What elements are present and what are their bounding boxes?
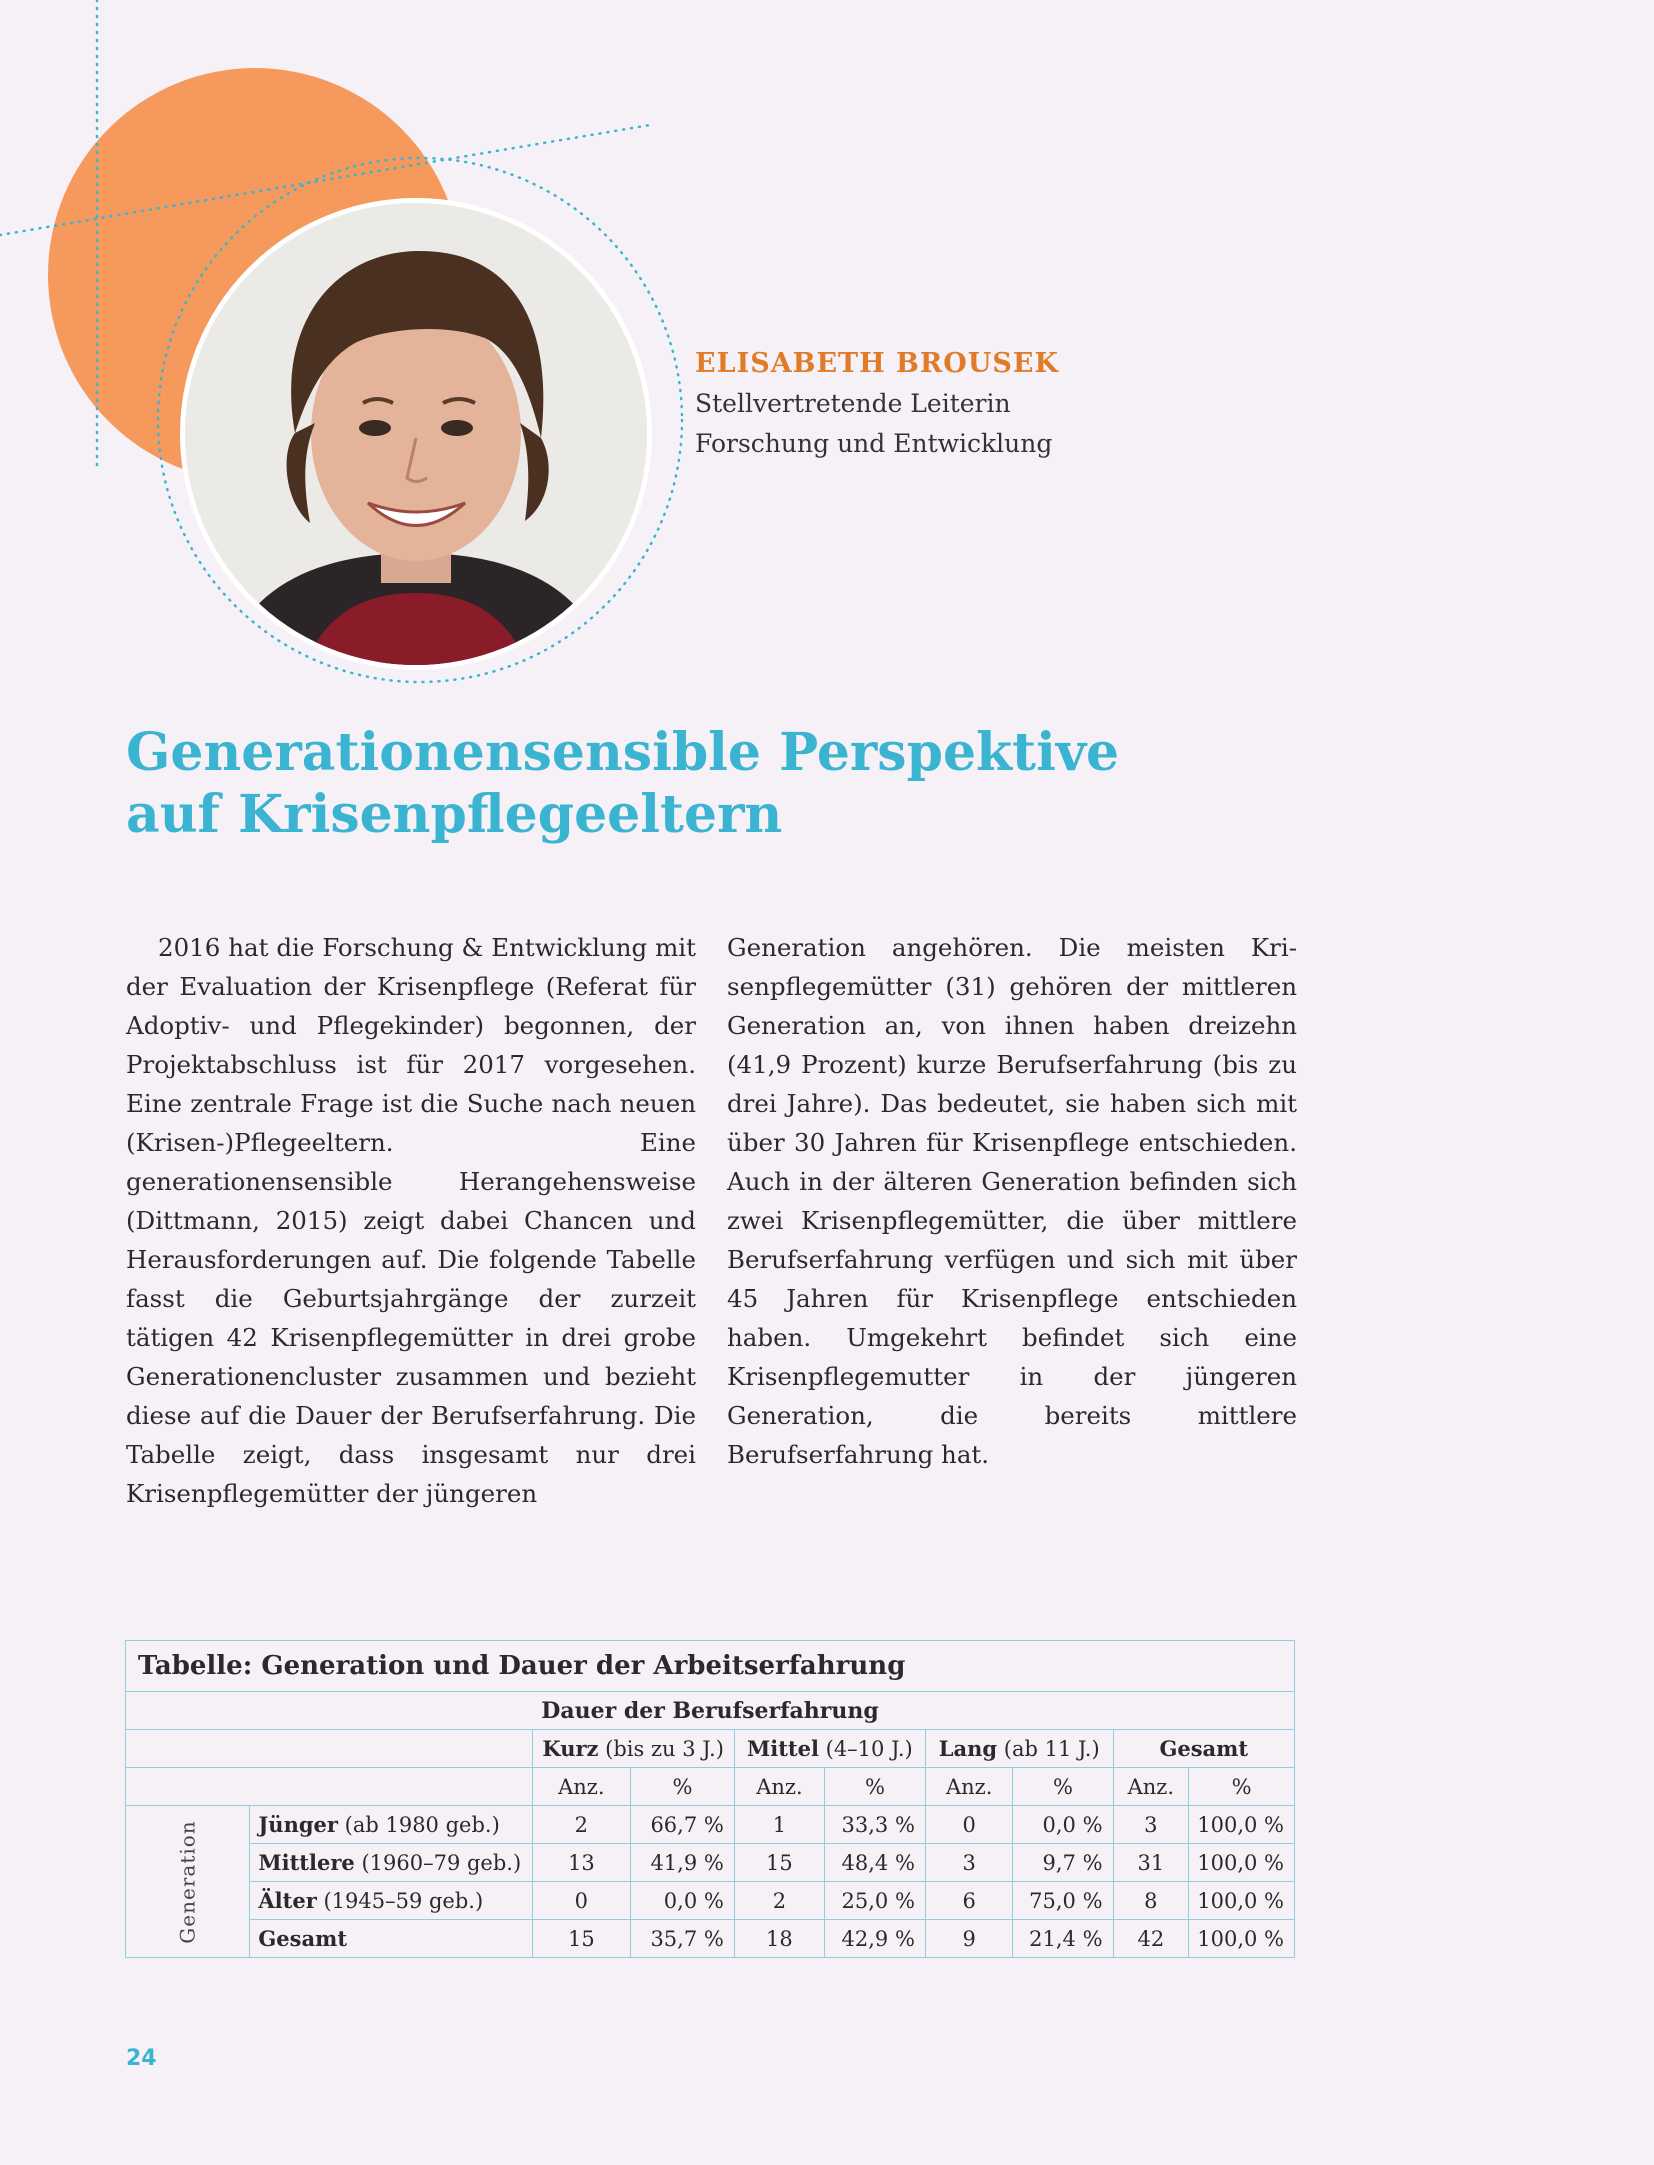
generation-table [125, 1640, 1295, 1958]
row-label: Jünger (ab 1980 geb.) [250, 1806, 532, 1844]
subheader-anz: Anz. [532, 1768, 631, 1806]
article-column-1: 2016 hat die Forschung & Entwicklung mit der Evaluation der Krisenpflege (Referat für Adoptiv- und Pflegekinder) begonnen, der Projektabschluss ist für 2017 vorgesehen. Eine zentrale Frage ist die Suche nach neuen (Krisen-)Pflegeeltern. Eine generationensensible Herangehensweise (Dittmann, 2015) zeigt dabei Chancen und Herausforderungen auf. Die folgende Tabelle fasst die Geburtsjahrgänge der zurzeit tätigen 42 Krisenpflegemütter in drei grobe Generationencluster zusammen und bezieht diese auf die Dauer der Berufserfahrung. Die Tabelle zeigt, dass insgesamt nur drei Krisenpflegemütter der jüngeren [126, 933, 696, 1508]
subheader-pct: % [1013, 1768, 1113, 1806]
table-cell: 18 [734, 1920, 824, 1958]
row-label: Älter (1945–59 geb.) [250, 1882, 532, 1920]
row-label: Gesamt [250, 1920, 532, 1958]
table-cell: 8 [1113, 1882, 1189, 1920]
table-cell: 3 [1113, 1806, 1189, 1844]
subheader-pct: % [1189, 1768, 1295, 1806]
table-cell: 66,7 % [631, 1806, 735, 1844]
table-cell: 0,0 % [1013, 1806, 1113, 1844]
table-cell: 15 [532, 1920, 631, 1958]
table-cell: 42 [1113, 1920, 1189, 1958]
table-cell: 1 [734, 1806, 824, 1844]
table-subheader-row [126, 1768, 1295, 1806]
table-cell: 41,9 % [631, 1844, 735, 1882]
column-header-lang: Lang (ab 11 J.) [925, 1730, 1113, 1768]
table-cell: 0 [532, 1882, 631, 1920]
portrait-illustration [185, 203, 647, 665]
subheader-pct: % [631, 1768, 735, 1806]
table-cell: 100,0 % [1189, 1844, 1295, 1882]
generation-side-label: Generation [126, 1806, 250, 1958]
table-cell: 33,3 % [824, 1806, 925, 1844]
table-cell: 25,0 % [824, 1882, 925, 1920]
table-cell: 3 [925, 1844, 1013, 1882]
table-group-header: Dauer der Berufserfahrung [126, 1692, 1295, 1730]
table-cell: 2 [734, 1882, 824, 1920]
table-row [126, 1882, 1295, 1920]
table-row [126, 1920, 1295, 1958]
table-cell: 15 [734, 1844, 824, 1882]
table-cell: 9 [925, 1920, 1013, 1958]
table-cell: 0,0 % [631, 1882, 735, 1920]
table-cell: 42,9 % [824, 1920, 925, 1958]
article-title [126, 722, 1126, 846]
table-cell: 100,0 % [1189, 1806, 1295, 1844]
table-cell: 100,0 % [1189, 1882, 1295, 1920]
table-cell: 31 [1113, 1844, 1189, 1882]
table-caption: Tabelle: Generation und Dauer der Arbeitserfahrung [126, 1641, 1295, 1692]
author-role-line1: Stellvertretende Leiterin [695, 389, 1011, 418]
author-portrait [180, 198, 652, 670]
table-cell: 2 [532, 1806, 631, 1844]
table-column-header-row [126, 1730, 1295, 1768]
author-block [695, 344, 1059, 464]
table-cell: 75,0 % [1013, 1882, 1113, 1920]
table-empty-cell [126, 1730, 533, 1768]
subheader-anz: Anz. [734, 1768, 824, 1806]
table-cell: 0 [925, 1806, 1013, 1844]
page-number: 24 [126, 2046, 157, 2071]
author-role-line2: Forschung und Entwicklung [695, 429, 1053, 458]
article-column-2: Generation angehören. Die meisten Krisenpflegemütter (31) gehören der mittleren Generation an, von ihnen haben dreizehn (41,9 Prozent) kurze Berufserfahrung (bis zu drei Jahre). Das bedeutet, sie haben sich mit über 30 Jahren für Krisenpflege entschieden. Auch in der älteren Generation befinden sich zwei Krisenpflegemütter, die über mittlere Berufserfahrung verfügen und sich mit über 45 Jahren für Krisenpflege entschieden haben. Umgekehrt befindet sich eine Krisenpflegemutter in der jüngeren Generation, die bereits mittlere Berufserfahrung hat. [727, 933, 1297, 1469]
subheader-anz: Anz. [1113, 1768, 1189, 1806]
column-header-kurz: Kurz (bis zu 3 J.) [532, 1730, 734, 1768]
subheader-anz: Anz. [925, 1768, 1013, 1806]
table-empty-cell [126, 1768, 533, 1806]
table-cell: 6 [925, 1882, 1013, 1920]
table-row [126, 1806, 1295, 1844]
column-header-mittel: Mittel (4–10 J.) [734, 1730, 925, 1768]
column-header-gesamt: Gesamt [1113, 1730, 1294, 1768]
table-cell: 100,0 % [1189, 1920, 1295, 1958]
table-cell: 21,4 % [1013, 1920, 1113, 1958]
table-row [126, 1844, 1295, 1882]
article-title-line1: Generationensensible Perspektive [126, 722, 1120, 783]
table-cell: 13 [532, 1844, 631, 1882]
table-cell: 48,4 % [824, 1844, 925, 1882]
table-cell: 9,7 % [1013, 1844, 1113, 1882]
subheader-pct: % [824, 1768, 925, 1806]
table-cell: 35,7 % [631, 1920, 735, 1958]
author-name: ELISABETH BROUSEK [695, 348, 1059, 379]
row-label: Mittlere (1960–79 geb.) [250, 1844, 532, 1882]
article-title-line2: auf Krisenpflegeeltern [126, 784, 783, 845]
